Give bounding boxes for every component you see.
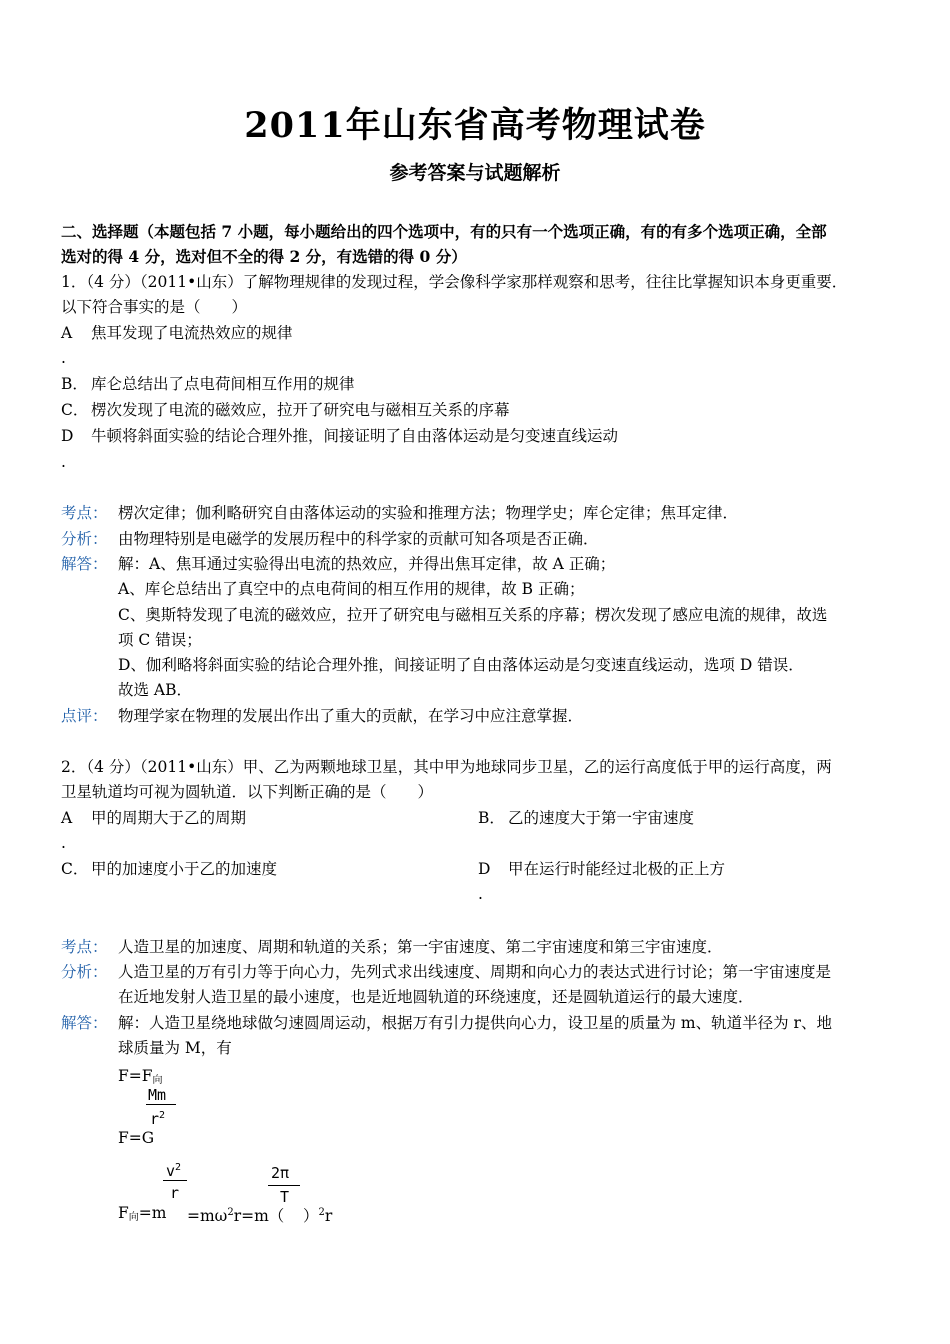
q1-kaodian-text: 楞次定律；伽利略研究自由落体运动的实验和推理方法；物理学史；库仑定律；焦耳定律． — [118, 504, 739, 522]
section-header-line2: 选对的得 4 分，选对但不全的得 2 分，有选错的得 0 分） — [61, 247, 467, 266]
q2-jieda-label: 解答： — [61, 1014, 108, 1032]
eq2-fraction-bar — [146, 1104, 176, 1105]
q2-fenxi-label: 分析： — [61, 963, 108, 981]
q2-option-d-text: 甲在运行时能经过北极的正上方 — [508, 860, 726, 878]
q2-option-a-letter: A — [61, 809, 73, 827]
eq3-frac1-denominator: r — [170, 1184, 180, 1202]
eq3-frac2-numerator: 2π — [271, 1164, 290, 1182]
q1-option-d-dot: . — [61, 453, 66, 471]
q1-option-b-letter: B． — [61, 375, 88, 393]
q2-option-b-text: 乙的速度大于第一宇宙速度 — [508, 809, 695, 827]
page-subtitle: 参考答案与试题解析 — [389, 162, 561, 184]
q1-jieda-line: 解：A、焦耳通过实验得出电流的热效应，并得出焦耳定律，故 A 正确； — [118, 555, 616, 573]
q1-option-c-letter: C． — [61, 401, 89, 419]
q1-option-d-letter: D — [61, 427, 74, 445]
eq3-tail: ）$^2$r — [303, 1207, 333, 1225]
q1-dianping-label: 点评： — [61, 707, 108, 725]
q2-fenxi-line: 人造卫星的万有引力等于向心力，先列式求出线速度、周期和向心力的表达式进行讨论；第一宇宙速度是 — [118, 963, 832, 981]
equation-force-equality: $F=F_向$ — [118, 1067, 163, 1086]
q1-option-c-text: 楞次发现了电流的磁效应，拉开了研究电与磁相互关系的序幕 — [91, 401, 510, 419]
q1-option-a-letter: A — [61, 324, 73, 342]
q2-option-d-letter: D — [478, 860, 491, 878]
q1-jieda-line: 故选 AB． — [118, 681, 193, 699]
q2-option-a-text: 甲的周期大于乙的周期 — [91, 809, 247, 827]
q2-option-d-dot: . — [478, 885, 483, 903]
section-header-line1: 二、选择题（本题包括 7 小题，每小题给出的四个选项中，有的只有一个选项正确，有的有多个选项正确，全部 — [61, 222, 827, 241]
eq3-middle: $=m\omega^2r=m$（ — [187, 1207, 285, 1225]
q2-jieda-line: 球质量为 M，有 — [118, 1039, 232, 1057]
q1-stem-line2: 以下符合事实的是（ ） — [61, 298, 248, 316]
q1-stem-line1: 1．（4 分）（2011•山东）了解物理规律的发现过程，学会像科学家那样观察和思考，往往比掌握知识本身更重要． — [61, 273, 848, 291]
eq3-frac2-bar — [268, 1185, 300, 1186]
q1-jieda-line: A、库仑总结出了真空中的点电荷间的相互作用的规律，故 B 正确； — [118, 580, 585, 598]
eq3-frac1-bar — [163, 1180, 187, 1181]
q2-fenxi-line: 在近地发射人造卫星的最小速度，也是近地圆轨道的环绕速度，还是圆轨道运行的最大速度． — [118, 988, 754, 1006]
q1-jieda-line: D、伽利略将斜面实验的结论合理外推，间接证明了自由落体运动是匀变速直线运动，选项 D 错误． — [118, 656, 804, 674]
page-title: 2011年山东省高考物理试卷 — [244, 105, 706, 146]
eq3-frac2-denominator: T — [280, 1188, 290, 1206]
q1-fenxi-label: 分析： — [61, 530, 108, 548]
q2-stem-line2: 卫星轨道均可视为圆轨道．以下判断正确的是（ ） — [61, 783, 434, 801]
q2-option-a-dot: . — [61, 834, 66, 852]
eq3-frac1-numerator: $v^2$ — [166, 1162, 182, 1180]
q2-option-c-letter: C． — [61, 860, 89, 878]
q1-dianping-text: 物理学家在物理的发展出作出了重大的贡献，在学习中应注意掌握． — [118, 707, 584, 725]
q1-option-d-text: 牛顿将斜面实验的结论合理外推，间接证明了自由落体运动是匀变速直线运动 — [91, 427, 619, 445]
q1-fenxi-text: 由物理特别是电磁学的发展历程中的科学家的贡献可知各项是否正确． — [118, 530, 599, 548]
eq3-lhs: $F_向=m$ — [118, 1204, 167, 1223]
q1-option-a-text: 焦耳发现了电流热效应的规律 — [91, 324, 293, 342]
q1-jieda-label: 解答： — [61, 555, 108, 573]
q2-option-c-text: 甲的加速度小于乙的加速度 — [91, 860, 278, 878]
q1-kaodian-label: 考点： — [61, 504, 108, 522]
q1-option-b-text: 库仑总结出了点电荷间相互作用的规律 — [91, 375, 355, 393]
eq2-lhs: F=G — [118, 1129, 155, 1147]
q2-option-b-letter: B． — [478, 809, 505, 827]
q2-kaodian-text: 人造卫星的加速度、周期和轨道的关系；第一宇宙速度、第二宇宙速度和第三宇宙速度． — [118, 938, 723, 956]
q1-jieda-line: 项 C 错误； — [118, 631, 202, 649]
q1-jieda-line: C、奥斯特发现了电流的磁效应，拉开了研究电与磁相互关系的序幕；楞次发现了感应电流的规律，故选 — [118, 606, 828, 624]
q1-option-a-dot: . — [61, 349, 66, 367]
q2-kaodian-label: 考点： — [61, 938, 108, 956]
eq2-numerator: Mm — [148, 1086, 167, 1104]
q2-jieda-line: 解：人造卫星绕地球做匀速圆周运动，根据万有引力提供向心力，设卫星的质量为 m、轨道半径为 r、地 — [118, 1014, 832, 1032]
eq2-denominator: $r^2$ — [150, 1110, 166, 1128]
q2-stem-line1: 2．（4 分）（2011•山东）甲、乙为两颗地球卫星，其中甲为地球同步卫星，乙的运行高度低于甲的运行高度，两 — [61, 758, 832, 776]
